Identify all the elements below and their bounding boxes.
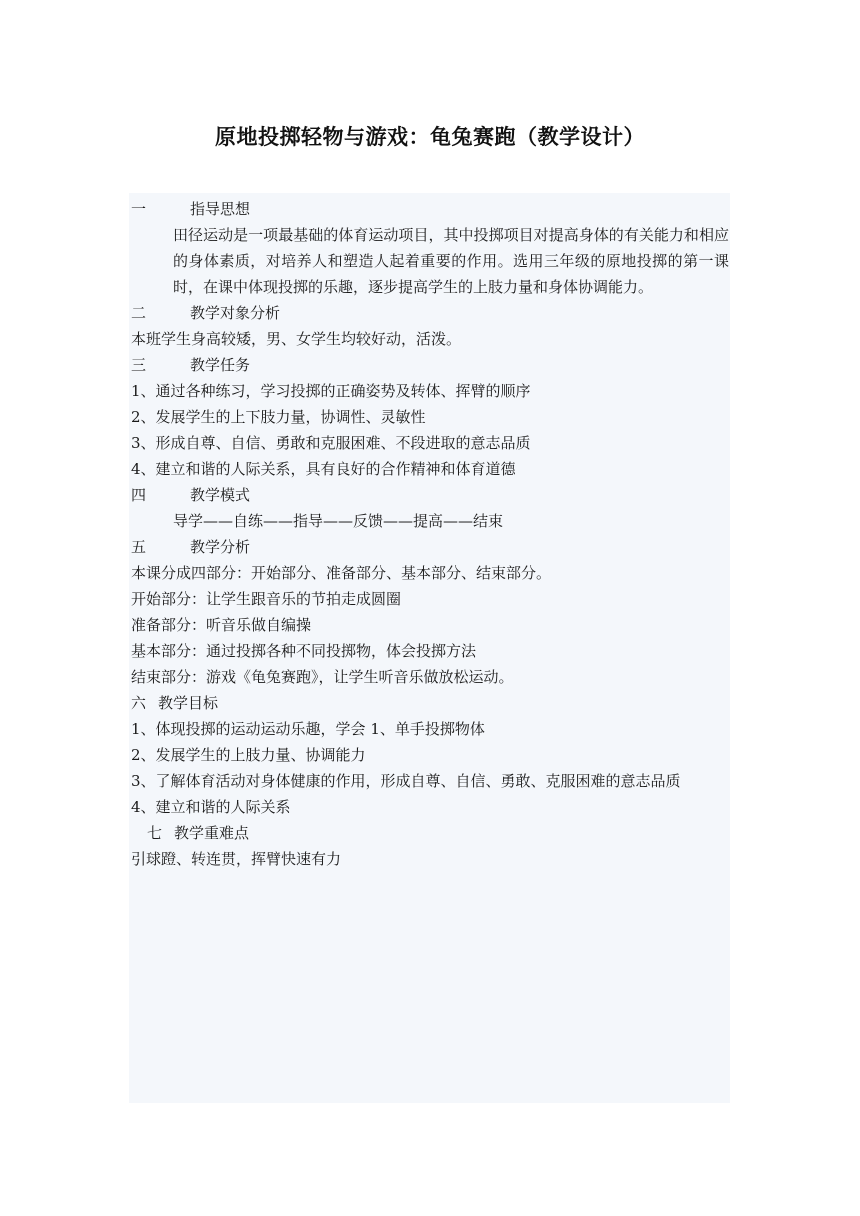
section-number: 三 [131,356,147,374]
student-analysis-text: 本班学生身高较矮，男、女学生均较好动，活泼。 [131,330,462,348]
section-title: 教学任务 [190,356,251,374]
section-heading-teaching-tasks [131,352,729,378]
task-item: 2、发展学生的上下肢力量，协调性、灵敏性 [131,408,426,426]
analysis-item: 准备部分：听音乐做自编操 [131,616,312,634]
section-number: 六 [131,694,147,712]
key-points-text: 引球蹬、转连贯，挥臂快速有力 [131,850,342,868]
section-heading-teaching-goals [131,690,729,716]
section-number: 七 [147,824,163,842]
section-title: 指导思想 [190,200,251,218]
task-item: 1、通过各种练习，学习投掷的正确姿势及转体、挥臂的顺序 [131,382,531,400]
analysis-item: 基本部分：通过投掷各种不同投掷物，体会投掷方法 [131,642,477,660]
analysis-item: 本课分成四部分：开始部分、准备部分、基本部分、结束部分。 [131,564,552,582]
section-title: 教学目标 [158,694,219,712]
section-heading-student-analysis [131,300,729,326]
section-title: 教学重难点 [174,824,250,842]
section-title: 教学模式 [190,486,251,504]
section-title: 教学对象分析 [190,304,281,322]
task-item: 4、建立和谐的人际关系，具有良好的合作精神和体育道德 [131,460,516,478]
goal-item: 4、建立和谐的人际关系 [131,798,291,816]
analysis-item: 结束部分：游戏《龟兔赛跑》，让学生听音乐做放松运动。 [131,668,514,686]
teaching-mode-text: 导学——自练——指导——反馈——提高——结束 [173,512,504,530]
goal-item: 3、了解体育活动对身体健康的作用，形成自尊、自信、勇敢、克服困难的意志品质 [131,772,681,790]
section-heading-teaching-mode [131,482,729,508]
section-number: 五 [131,538,147,556]
section-number: 四 [131,486,147,504]
section-heading-guiding-ideology [131,196,729,222]
guiding-ideology-paragraph: 田径运动是一项最基础的体育运动项目，其中投掷项目对提高身体的有关能力和相应的身体素质，对培养人和塑造人起着重要的作用。选用三年级的原地投掷的第一课时，在课中体现投掷的乐趣，逐步提高学生的上肢力量和身体协调能力。 [173,226,729,296]
page-title: 原地投掷轻物与游戏：龟兔赛跑（教学设计） [215,125,645,149]
goal-item: 1、体现投掷的运动运动乐趣，学会 1、单手投掷物体 [131,720,485,738]
section-number: 二 [131,304,147,322]
document-body [131,196,729,872]
goal-item: 2、发展学生的上肢力量、协调能力 [131,746,366,764]
section-number: 一 [131,200,147,218]
section-heading-teaching-analysis [131,534,729,560]
section-heading-key-points [131,820,729,846]
analysis-item: 开始部分：让学生跟音乐的节拍走成圆圈 [131,590,402,608]
task-item: 3、形成自尊、自信、勇敢和克服困难、不段进取的意志品质 [131,434,531,452]
section-title: 教学分析 [190,538,251,556]
